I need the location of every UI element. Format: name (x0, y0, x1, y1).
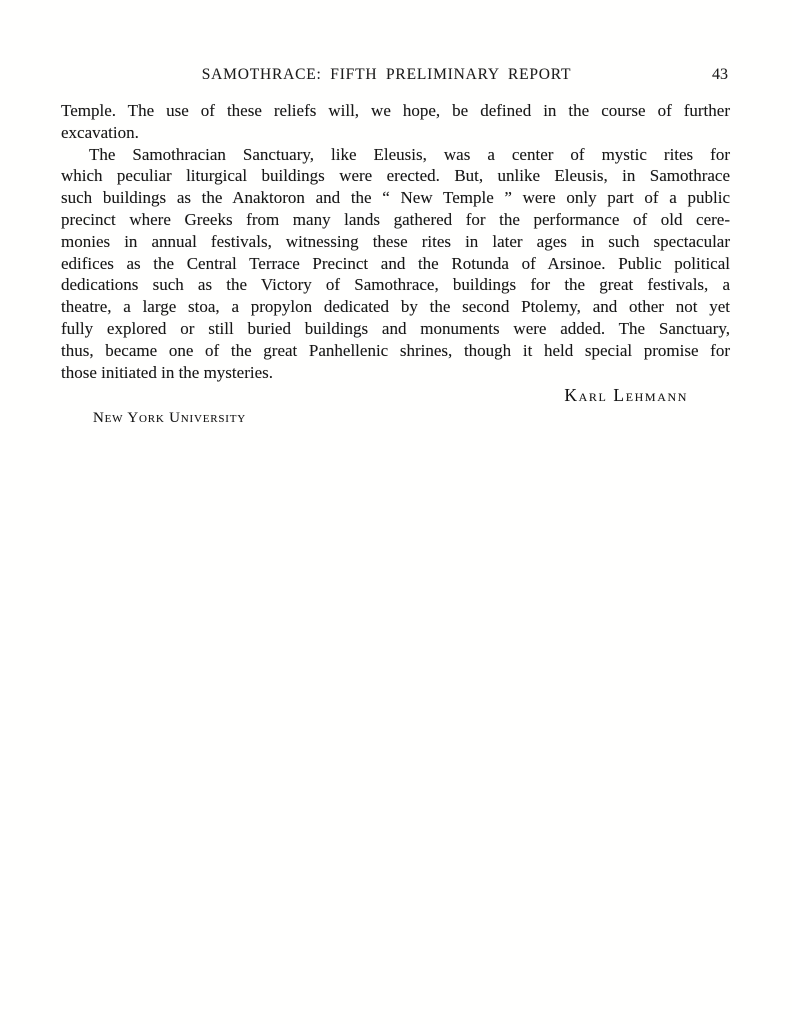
text-line: which peculiar liturgical buildings were erected. But, unlike Eleusis, in Samothrace (61, 166, 730, 186)
running-head-title: SAMOTHRACE: FIFTH PRELIMINARY REPORT (201, 66, 572, 83)
text-line: monies in annual festivals, witnessing these rites in later ages in such spectacular (61, 231, 730, 251)
paragraph-2 (61, 144, 730, 384)
text-line: theatre, a large stoa, a propylon dedicated by the second Ptolemy, and other not yet (61, 297, 730, 317)
paragraph-1 (61, 100, 730, 144)
author-affiliation: New York University (93, 410, 247, 427)
text-line: precinct where Greeks from many lands gathered for the performance of old cere- (61, 209, 730, 229)
article-body (61, 100, 730, 430)
text-line: fully explored or still buried buildings and monuments were added. The Sanctuary, (61, 318, 730, 338)
text-line: excavation. (61, 122, 139, 142)
text-line: those initiated in the mysteries. (61, 362, 273, 382)
text-line: Temple. The use of these reliefs will, we hope, be defined in the course of further (61, 101, 730, 120)
running-head (61, 66, 730, 88)
text-line: such buildings as the Anaktoron and the “ New Temple ” were only part of a public (61, 188, 730, 208)
page-number: 43 (712, 66, 728, 83)
text-line: edifices as the Central Terrace Precinct and the Rotunda of Arsinoe. Public political (61, 253, 730, 273)
text-line: thus, became one of the great Panhellenic shrines, though it held special promise for (61, 340, 730, 360)
text-line: dedications such as the Victory of Samothrace, buildings for the great festivals, a (61, 275, 730, 295)
author-signature: Karl Lehmann (564, 385, 688, 406)
text-line: The Samothracian Sanctuary, like Eleusis, was a center of mystic rites for (89, 144, 730, 164)
